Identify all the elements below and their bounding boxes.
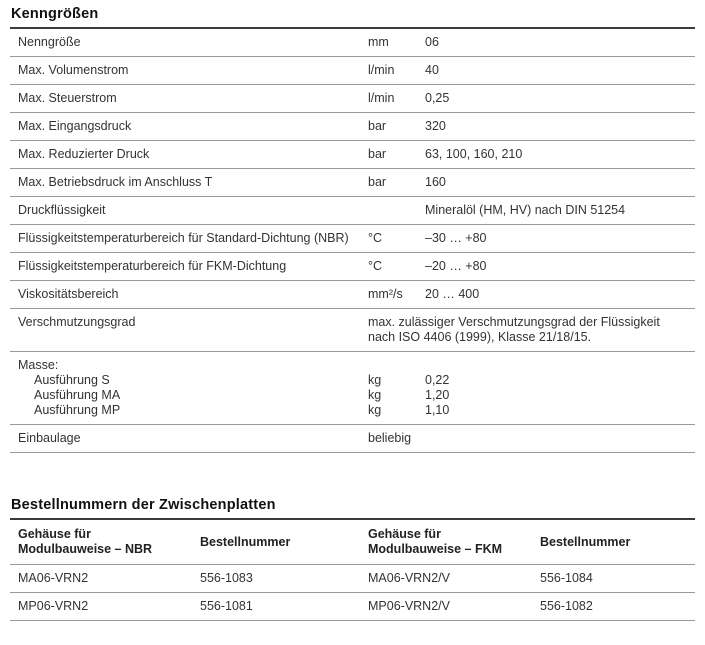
- spec-label-cell: [10, 169, 360, 197]
- kenngroessen-section: [10, 6, 695, 453]
- cell-line: Modulbauweise – FKM: [368, 542, 503, 556]
- spec-value-cell: [417, 169, 695, 197]
- spec-unit-cell: [360, 225, 417, 253]
- bestellnummern-section: [10, 497, 695, 621]
- spec-unit-cell: [360, 113, 417, 141]
- cell-line: Mineralöl (HM, HV) nach DIN 51254: [425, 203, 626, 217]
- spec-label-cell: [10, 113, 360, 141]
- order-header-cell: [360, 519, 532, 565]
- spec-label-cell: [10, 425, 360, 453]
- cell-line: MP06-VRN2: [18, 599, 89, 613]
- cell-line: kg: [368, 403, 382, 417]
- cell-line: 160: [425, 175, 446, 189]
- cell-line: Masse:: [18, 358, 59, 372]
- order-number-cell: [192, 565, 360, 593]
- spec-unit-cell: [360, 28, 417, 57]
- spec-value-cell: [417, 197, 695, 225]
- cell-line: [368, 358, 415, 373]
- spec-label-cell: [10, 253, 360, 281]
- cell-line: 556-1083: [200, 571, 253, 585]
- cell-line: Viskositätsbereich: [18, 287, 119, 301]
- spec-label-cell: [10, 28, 360, 57]
- order-header-cell: [10, 519, 192, 565]
- cell-line: 556-1081: [200, 599, 253, 613]
- spec-row: [10, 141, 695, 169]
- cell-line: nach ISO 4406 (1999), Klasse 21/18/15.: [368, 330, 592, 344]
- spec-unit-cell: [360, 169, 417, 197]
- cell-line: max. zulässiger Verschmutzungsgrad der Flüssigkeit: [368, 315, 660, 329]
- spec-value-cell: [417, 85, 695, 113]
- cell-line: 1,20: [425, 388, 450, 402]
- spec-label-cell: [10, 352, 360, 425]
- cell-line: Gehäuse für: [368, 527, 441, 541]
- cell-line: Flüssigkeitstemperaturbereich für Standard-Dichtung (NBR): [18, 231, 349, 245]
- cell-line: Druckflüssigkeit: [18, 203, 106, 217]
- spec-value-cell: [360, 425, 695, 453]
- spec-label-cell: [10, 85, 360, 113]
- cell-line: kg: [368, 373, 382, 387]
- cell-line: 06: [425, 35, 439, 49]
- spec-label-cell: [10, 225, 360, 253]
- cell-line: [425, 358, 693, 373]
- cell-line: l/min: [368, 63, 395, 77]
- spec-value-cell: [417, 57, 695, 85]
- spec-unit-cell: [360, 85, 417, 113]
- spec-row: [10, 85, 695, 113]
- order-header-cell: [532, 519, 695, 565]
- spec-row: [10, 113, 695, 141]
- cell-line: l/min: [368, 91, 395, 105]
- cell-line: Bestellnummer: [540, 534, 631, 549]
- cell-line: mm²/s: [368, 287, 403, 301]
- cell-line: mm: [368, 35, 389, 49]
- spec-value-cell: [417, 352, 695, 425]
- cell-line: –20 … +80: [425, 259, 487, 273]
- cell-line: Max. Reduzierter Druck: [18, 147, 150, 161]
- cell-line: °C: [368, 231, 383, 245]
- kenngroessen-table: [10, 27, 695, 453]
- spec-value-cell: [417, 225, 695, 253]
- spec-row: [10, 57, 695, 85]
- cell-line: 556-1084: [540, 571, 593, 585]
- cell-line: Ausführung MA: [34, 388, 121, 402]
- cell-line: [368, 203, 415, 218]
- order-header-cell: [192, 519, 360, 565]
- order-model-cell: [360, 593, 532, 621]
- cell-line: Max. Steuerstrom: [18, 91, 117, 105]
- spec-unit-cell: [360, 141, 417, 169]
- cell-line: Max. Betriebsdruck im Anschluss T: [18, 175, 213, 189]
- spec-value-cell: [417, 113, 695, 141]
- spec-row: [10, 169, 695, 197]
- cell-line: Max. Eingangsdruck: [18, 119, 132, 133]
- cell-line: 0,22: [425, 373, 450, 387]
- spec-unit-cell: [360, 197, 417, 225]
- cell-line: Bestellnummer: [200, 534, 291, 549]
- cell-line: beliebig: [368, 431, 412, 445]
- spec-row: [10, 197, 695, 225]
- spec-row: [10, 225, 695, 253]
- order-number-cell: [532, 593, 695, 621]
- spec-value-cell: [417, 141, 695, 169]
- cell-line: MA06-VRN2: [18, 571, 89, 585]
- kenngroessen-title: Kenngrößen: [11, 6, 99, 22]
- order-model-cell: [10, 593, 192, 621]
- cell-line: 0,25: [425, 91, 450, 105]
- spec-row: [10, 253, 695, 281]
- spec-value-cell: [417, 253, 695, 281]
- spec-unit-cell: [360, 352, 417, 425]
- spec-row: [10, 281, 695, 309]
- spec-row: [10, 352, 695, 425]
- cell-line: Modulbauweise – NBR: [18, 542, 153, 556]
- cell-line: 556-1082: [540, 599, 593, 613]
- spec-row: [10, 425, 695, 453]
- order-header-row: [10, 519, 695, 565]
- order-number-cell: [532, 565, 695, 593]
- cell-line: Flüssigkeitstemperaturbereich für FKM-Dichtung: [18, 259, 287, 273]
- spec-row: [10, 309, 695, 352]
- spec-unit-cell: [360, 57, 417, 85]
- order-number-cell: [192, 593, 360, 621]
- cell-line: Max. Volumenstrom: [18, 63, 129, 77]
- spec-label-cell: [10, 309, 360, 352]
- spec-label-cell: [10, 281, 360, 309]
- cell-line: 20 … 400: [425, 287, 480, 301]
- cell-line: Einbaulage: [18, 431, 81, 445]
- cell-line: bar: [368, 119, 387, 133]
- cell-line: °C: [368, 259, 383, 273]
- order-row: [10, 565, 695, 593]
- spec-unit-cell: [360, 281, 417, 309]
- cell-line: kg: [368, 388, 382, 402]
- cell-line: Verschmutzungsgrad: [18, 315, 136, 329]
- cell-line: Ausführung MP: [34, 403, 121, 417]
- cell-line: bar: [368, 147, 387, 161]
- spec-label-cell: [10, 57, 360, 85]
- cell-line: –30 … +80: [425, 231, 487, 245]
- cell-line: 63, 100, 160, 210: [425, 147, 523, 161]
- spec-row: [10, 28, 695, 57]
- order-row: [10, 593, 695, 621]
- spec-unit-cell: [360, 253, 417, 281]
- cell-line: 320: [425, 119, 446, 133]
- cell-line: MP06-VRN2/V: [368, 599, 450, 613]
- spec-label-cell: [10, 141, 360, 169]
- cell-line: Gehäuse für: [18, 527, 91, 541]
- bestellnummern-title: Bestellnummern der Zwischenplatten: [11, 497, 276, 513]
- bestellnummern-table: [10, 518, 695, 621]
- cell-line: 1,10: [425, 403, 450, 417]
- order-model-cell: [360, 565, 532, 593]
- cell-line: Ausführung S: [34, 373, 110, 387]
- cell-line: MA06-VRN2/V: [368, 571, 450, 585]
- cell-line: 40: [425, 63, 439, 77]
- order-model-cell: [10, 565, 192, 593]
- spec-value-cell: [417, 281, 695, 309]
- spec-label-cell: [10, 197, 360, 225]
- spec-value-cell: [360, 309, 695, 352]
- cell-line: Nenngröße: [18, 35, 81, 49]
- cell-line: bar: [368, 175, 387, 189]
- spec-value-cell: [417, 28, 695, 57]
